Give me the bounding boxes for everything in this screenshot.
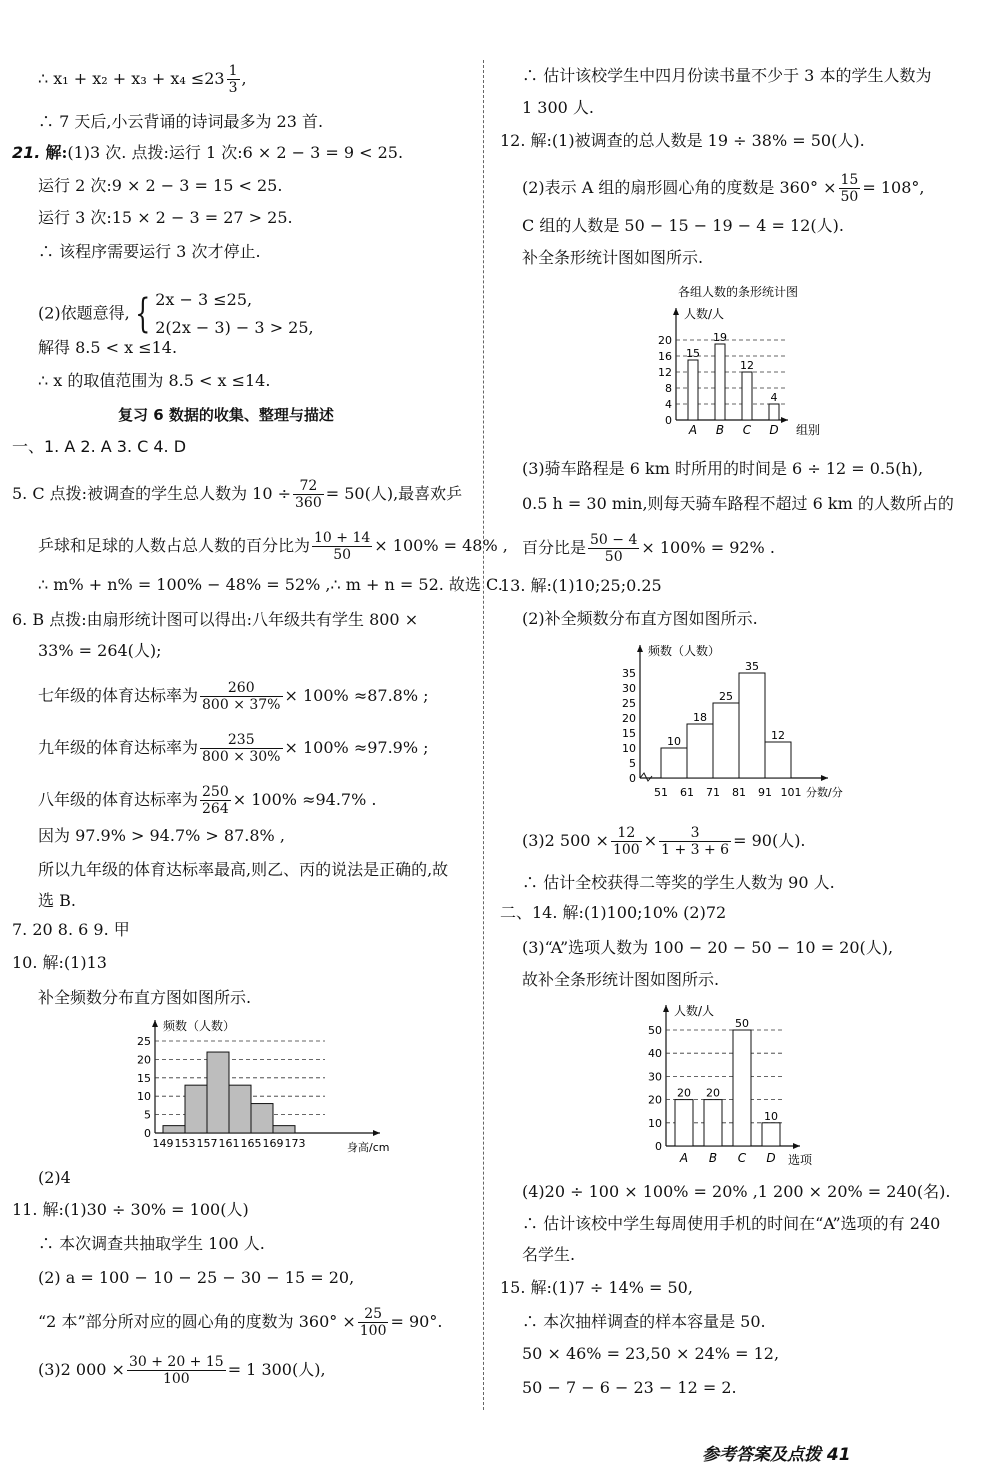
y-axis-label: 人数/人: [684, 307, 725, 321]
x-tick-label: C: [737, 1151, 747, 1165]
q5-line3: ∴ m% + n% = 100% − 48% = 52% ,∴ m + n = 52. 故选 C.: [38, 575, 503, 594]
y-tick-label: 0: [665, 414, 672, 427]
data-label: 15: [686, 347, 700, 360]
y-axis-label: 人数/人: [674, 1004, 715, 1018]
bar: [733, 1030, 751, 1146]
y-tick-label: 0: [629, 772, 636, 785]
q13-line2: (2)补全频数分布直方图如图所示.: [522, 609, 758, 628]
conclusion-line: ∴ 7 天后,小云背诵的诗词最多为 23 首.: [38, 112, 324, 131]
y-tick-label: 16: [658, 350, 672, 363]
q13-line4: ∴ 估计全校获得二等奖的学生人数为 90 人.: [522, 873, 835, 892]
y-tick-label: 10: [622, 742, 636, 755]
q10-histogram: [135, 1015, 395, 1160]
x-tick-label: 61: [680, 786, 694, 799]
q6-line2: 33% = 264(人);: [38, 641, 162, 660]
q6-grade9: 九年级的体育达标率为 $\frac{235}{800 \times 30\%}$ × 100% ≈97.9% ;: [38, 732, 429, 765]
x-tick-label: 149: [152, 1137, 174, 1150]
x-tick-label: B: [715, 423, 725, 437]
q21-line3: 运行 3 次:15 × 2 − 3 = 27 > 25.: [38, 208, 293, 227]
q6-grade7: 七年级的体育达标率为 $\frac{260}{800 \times 37\%}$ × 100% ≈87.8% ;: [38, 680, 429, 713]
q15-line4: 50 − 7 − 6 − 23 − 12 = 2.: [522, 1378, 737, 1397]
q5-line2: 乒球和足球的人数占总人数的百分比为 $\frac{10 + 14}{50}$ × 100% = 48% ,: [38, 530, 508, 563]
data-label: 35: [745, 660, 759, 673]
histogram-bar: [713, 703, 739, 778]
y-tick-label: 5: [144, 1108, 151, 1122]
data-label: 25: [719, 690, 733, 703]
y-tick-label: 10: [137, 1090, 151, 1104]
q6-line7: 所以九年级的体育达标率最高,则乙、丙的说法是正确的,故: [38, 860, 449, 879]
q14-line6: 名学生.: [522, 1245, 576, 1264]
r-line2: 1 300 人.: [522, 98, 594, 117]
q11-line5: (3)2 000 × $\frac{30 + 20 + 15}{100}$ = 1 300(人),: [38, 1354, 326, 1387]
data-label: 12: [771, 729, 785, 742]
x-tick-label: 81: [732, 786, 746, 799]
x-axis-label: 组别: [796, 423, 821, 437]
histogram-bar: [661, 748, 687, 778]
q11-line1: 11. 解:(1)30 ÷ 30% = 100(人): [12, 1200, 249, 1219]
x-axis-arrow: [793, 1143, 800, 1149]
q13-line1: 13. 解:(1)10;25;0.25: [500, 576, 662, 595]
q21-line4: ∴ 该程序需要运行 3 次才停止.: [38, 242, 261, 261]
y-tick-label: 30: [622, 682, 636, 695]
chart-title: 各组人数的条形统计图: [677, 285, 799, 299]
q14-line1: 二、14. 解:(1)100;10% (2)72: [500, 903, 727, 922]
q12-line1: 12. 解:(1)被调查的总人数是 19 ÷ 38% = 50(人).: [500, 131, 865, 150]
y-axis-arrow: [673, 308, 679, 315]
q21-line1: 21. 解:(1)3 次. 点拨:运行 1 次:6 × 2 − 3 = 9 < 25.: [12, 143, 404, 162]
q6-line8: 选 B.: [38, 891, 76, 910]
x-tick-label: C: [742, 423, 752, 437]
x-axis-label: 身高/cm: [347, 1141, 390, 1154]
q10-line1: 10. 解:(1)13: [12, 953, 107, 972]
y-tick-label: 35: [622, 667, 636, 680]
y-axis-label: 频数（人数）: [648, 644, 721, 658]
q789-answers: 7. 20 8. 6 9. 甲: [12, 920, 130, 939]
y-tick-label: 20: [648, 1093, 662, 1107]
x-axis-arrow: [821, 775, 828, 781]
q14-bar-chart: [640, 1000, 830, 1170]
q12-line2: (2)表示 A 组的扇形圆心角的度数是 360° × $\frac{15}{50}$ = 108°,: [522, 172, 925, 205]
q11-line4: “2 本”部分所对应的圆心角的度数为 360° × $\frac{25}{100}$ = 90°.: [38, 1306, 443, 1339]
data-label: 12: [740, 359, 754, 372]
y-axis-label: 频数（人数）: [163, 1019, 236, 1033]
histogram-bar: [163, 1126, 185, 1133]
y-axis-arrow: [663, 1005, 669, 1012]
q11-line2: ∴ 本次调查共抽取学生 100 人.: [38, 1234, 265, 1253]
q21-line6: 解得 8.5 < x ≤14.: [38, 338, 178, 357]
histogram-bar: [185, 1085, 207, 1133]
q13-histogram: [610, 640, 860, 805]
y-axis-arrow: [637, 645, 643, 652]
histogram-bar: [687, 724, 713, 778]
y-tick-label: 15: [622, 727, 636, 740]
bar: [742, 372, 752, 420]
q14-line4: (4)20 ÷ 100 × 100% = 20% ,1 200 × 20% = 240(名).: [522, 1182, 951, 1201]
y-tick-label: 25: [622, 697, 636, 710]
x-tick-label: D: [769, 423, 779, 437]
y-tick-label: 4: [665, 398, 672, 411]
bar: [688, 360, 698, 420]
q15-line2: ∴ 本次抽样调查的样本容量是 50.: [522, 1312, 766, 1331]
y-tick-label: 20: [658, 334, 672, 347]
histogram-bar: [739, 673, 765, 778]
q6-line1: 6. B 点拨:由扇形统计图可以得出:八年级共有学生 800 ×: [12, 610, 419, 629]
data-label: 18: [693, 711, 707, 724]
q10-line2: 补全频数分布直方图如图所示.: [38, 988, 252, 1007]
x-tick-label: B: [708, 1151, 718, 1165]
y-tick-label: 0: [655, 1140, 662, 1153]
r-line1: ∴ 估计该校学生中四月份读书量不少于 3 本的学生人数为: [522, 66, 932, 85]
y-tick-label: 10: [648, 1116, 662, 1130]
y-tick-label: 0: [144, 1127, 151, 1140]
data-label: 20: [677, 1086, 691, 1100]
q10-line3: (2)4: [38, 1168, 71, 1187]
y-axis-arrow: [152, 1020, 158, 1027]
x-tick-label: A: [688, 423, 698, 437]
x-tick-label: 71: [706, 786, 720, 799]
y-tick-label: 20: [137, 1053, 151, 1067]
x-tick-label: 51: [654, 786, 668, 799]
x-tick-label: D: [766, 1151, 776, 1165]
x-tick-label: A: [679, 1151, 689, 1165]
y-tick-label: 12: [658, 366, 672, 379]
q14-line2: (3)“A”选项人数为 100 − 20 − 50 − 10 = 20(人),: [522, 938, 894, 957]
q12-line7: 百分比是 $\frac{50 - 4}{50}$ × 100% = 92% .: [522, 532, 775, 565]
bar: [762, 1123, 780, 1146]
data-label: 19: [713, 331, 727, 344]
data-label: 50: [735, 1017, 749, 1030]
x-tick-label: 91: [758, 786, 772, 799]
q12-bar-chart: [648, 280, 828, 440]
bar: [675, 1100, 693, 1146]
x-tick-label: 161: [218, 1137, 240, 1150]
q12-line5: (3)骑车路程是 6 km 时所用的时间是 6 ÷ 12 = 0.5(h),: [522, 459, 924, 478]
x-axis-arrow: [373, 1130, 380, 1136]
y-tick-label: 8: [665, 382, 672, 395]
q13-line3: (3)2 500 × $\frac{12}{100}$ × $\frac{3}{1 + 3 + 6}$ = 90(人).: [522, 825, 806, 858]
page-footer: 参考答案及点拨 41: [702, 1445, 851, 1465]
q12-line4: 补全条形统计图如图所示.: [522, 248, 704, 267]
mc-answers: 一、1. A 2. A 3. C 4. D: [12, 437, 187, 456]
x-tick-label: 173: [284, 1137, 306, 1150]
q15-line3: 50 × 46% = 23,50 × 24% = 12,: [522, 1344, 780, 1363]
x-tick-label: 165: [240, 1137, 262, 1150]
axis-break: [640, 773, 652, 781]
bar: [704, 1100, 722, 1146]
q14-line3: 故补全条形统计图如图所示.: [522, 970, 720, 989]
x-axis-arrow: [781, 417, 788, 423]
q5-line1: 5. C 点拨:被调查的学生总人数为 10 ÷ $\frac{72}{360}$ = 50(人),最喜欢乒: [12, 478, 463, 511]
q12-line3: C 组的人数是 50 − 15 − 19 − 4 = 12(人).: [522, 216, 844, 235]
bar: [769, 404, 779, 420]
y-tick-label: 50: [648, 1024, 662, 1037]
q15-line1: 15. 解:(1)7 ÷ 14% = 50,: [500, 1278, 693, 1297]
histogram-bar: [273, 1126, 295, 1133]
q6-line6: 因为 97.9% > 94.7% > 87.8% ,: [38, 826, 285, 845]
data-label: 10: [764, 1109, 778, 1123]
q12-line6: 0.5 h = 30 min,则每天骑车路程不超过 6 km 的人数所占的: [522, 494, 954, 513]
data-label: 20: [706, 1086, 720, 1100]
section-title: 复习 6 数据的收集、整理与描述: [118, 406, 334, 424]
data-label: 10: [667, 735, 681, 748]
q6-grade8: 八年级的体育达标率为 $\frac{250}{264}$ × 100% ≈94.7% .: [38, 784, 377, 817]
y-tick-label: 30: [648, 1070, 662, 1084]
x-tick-label: 101: [780, 786, 802, 799]
histogram-bar: [251, 1104, 273, 1133]
x-axis-label: 选项: [788, 1153, 813, 1167]
q21-system: (2)依题意得, { 2x − 3 ≤25, 2(2x − 3) − 3 > 25,: [38, 290, 314, 337]
y-tick-label: 5: [629, 757, 636, 770]
x-tick-label: 169: [262, 1137, 284, 1150]
y-tick-label: 15: [137, 1071, 151, 1085]
data-label: 4: [770, 391, 778, 404]
bar: [715, 344, 725, 420]
x-tick-label: 153: [174, 1137, 196, 1150]
y-tick-label: 40: [648, 1047, 662, 1061]
y-tick-label: 25: [137, 1035, 151, 1048]
column-divider: [483, 60, 484, 1410]
q11-line3: (2) a = 100 − 10 − 25 − 30 − 15 = 20,: [38, 1268, 355, 1287]
q21-line2: 运行 2 次:9 × 2 − 3 = 15 < 25.: [38, 176, 283, 195]
ineq-line: ∴ x₁ + x₂ + x₃ + x₄ ≤23 $\frac{1}{3}$ ,: [38, 63, 247, 96]
q14-line5: ∴ 估计该校中学生每周使用手机的时间在“A”选项的有 240: [522, 1214, 941, 1233]
histogram-bar: [765, 742, 791, 778]
q21-line7: ∴ x 的取值范围为 8.5 < x ≤14.: [38, 371, 271, 390]
y-tick-label: 20: [622, 712, 636, 725]
histogram-bar: [229, 1085, 251, 1133]
x-axis-label: 分数/分: [806, 786, 843, 799]
x-tick-label: 157: [196, 1137, 218, 1150]
histogram-bar: [207, 1052, 229, 1133]
